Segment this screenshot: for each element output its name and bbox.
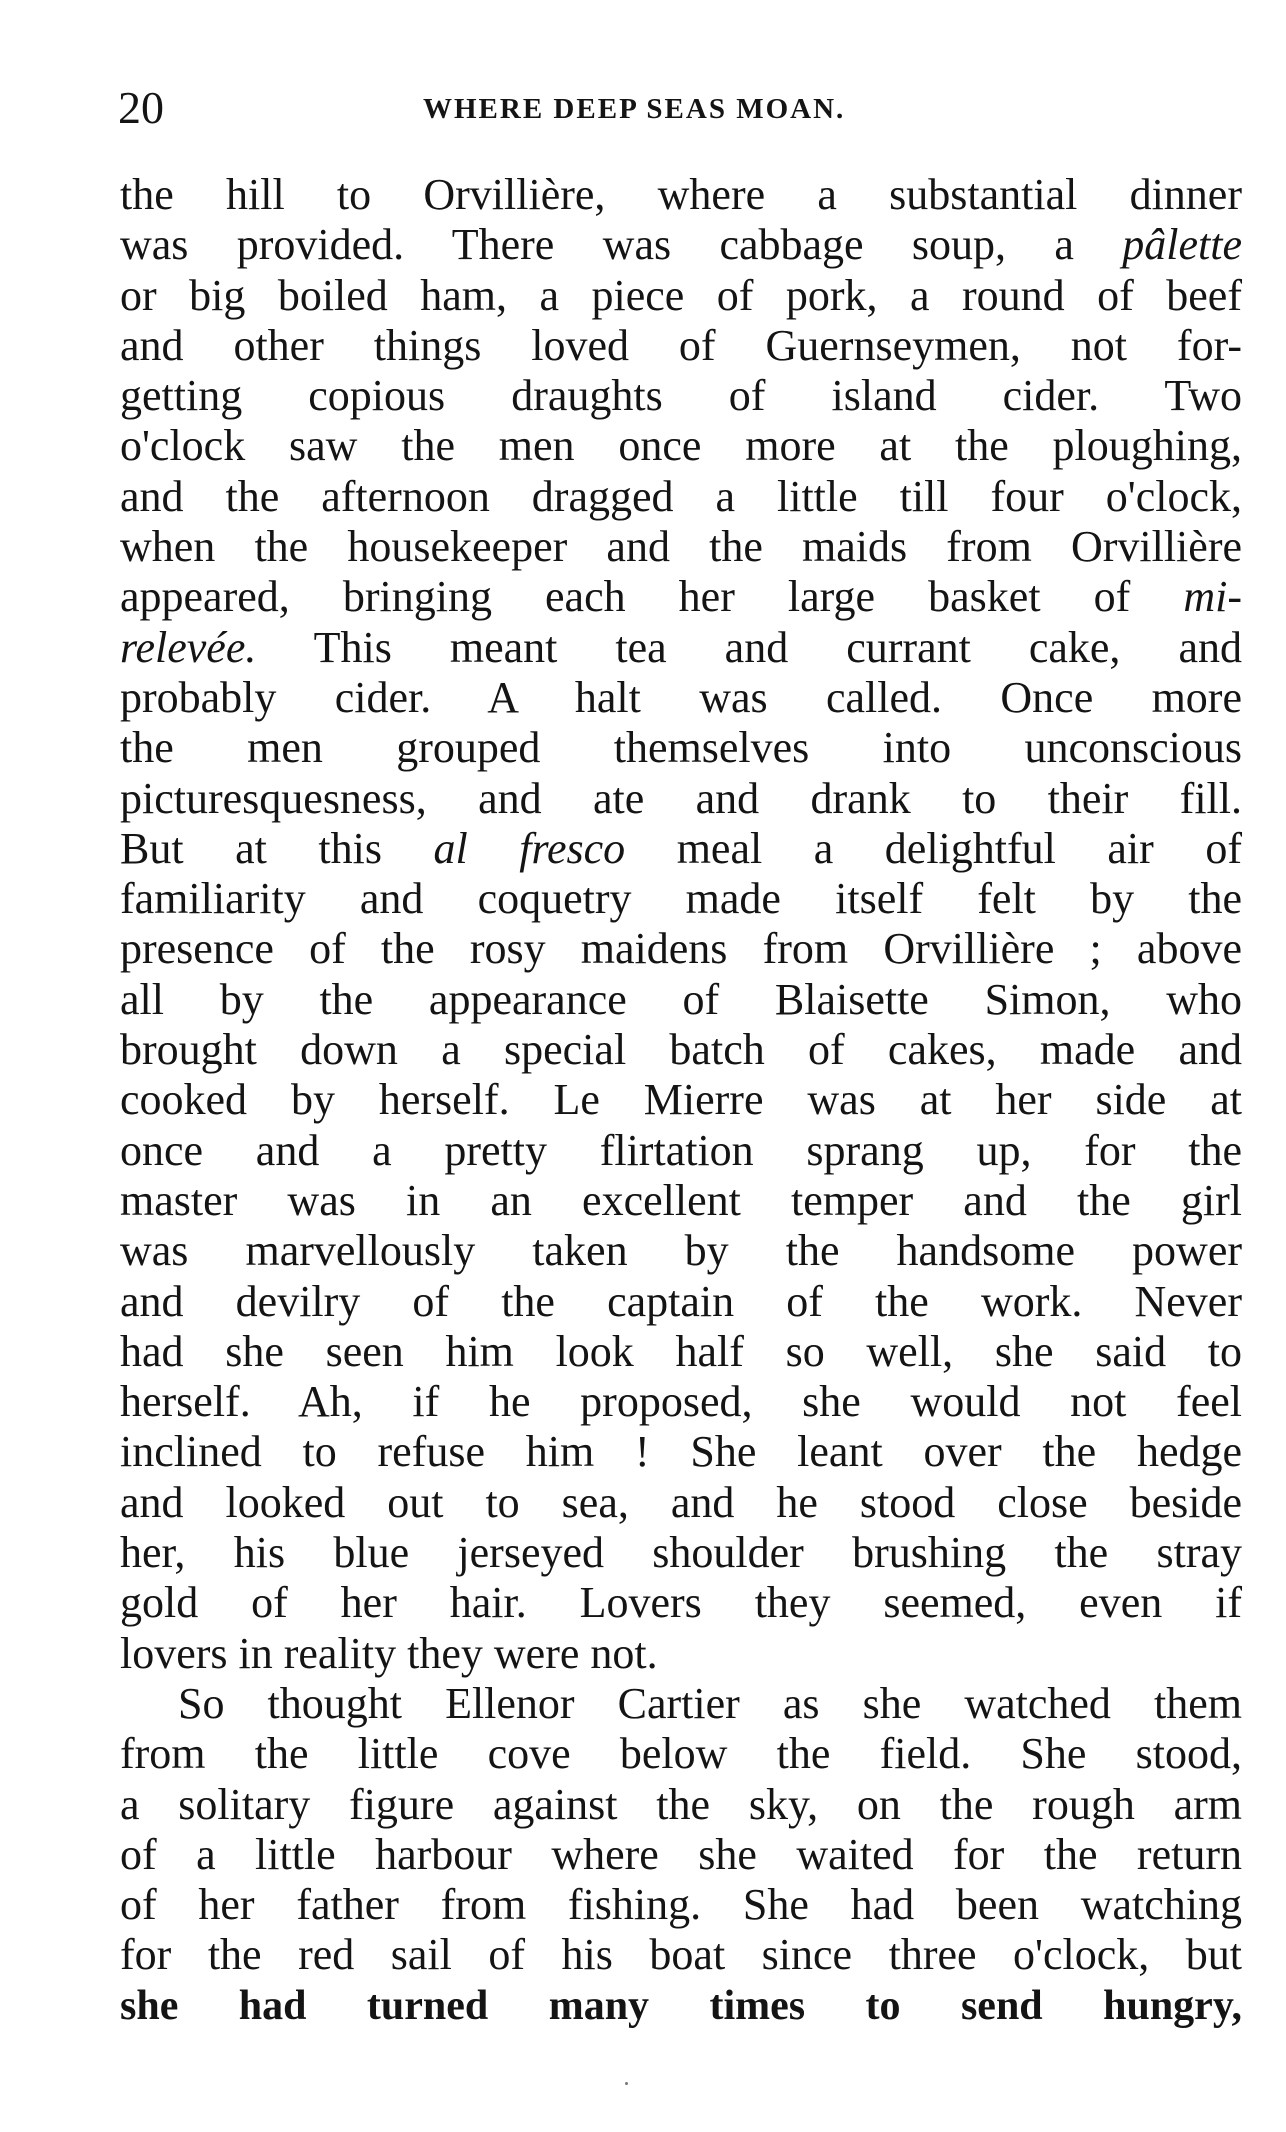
text-line <box>120 623 1242 673</box>
italic-segment: mi- <box>1183 572 1242 622</box>
text-line: and looked out to sea, and he stood close beside <box>120 1477 1242 1527</box>
text-line: master was in an excellent temper and the girl <box>120 1175 1242 1225</box>
italic-segment: pâlette <box>1122 220 1242 270</box>
text-line: brought down a special batch of cakes, made and <box>120 1025 1242 1075</box>
text-line: the men grouped themselves into unconscious <box>120 723 1242 773</box>
text-line: a solitary figure against the sky, on the rough arm <box>120 1779 1242 1829</box>
text-line: of her father from fishing. She had been watching <box>120 1880 1242 1930</box>
text-line: and the afternoon dragged a little till four o'clock, <box>120 471 1242 521</box>
text-segment: This meant tea and currant cake, and <box>256 622 1242 672</box>
text-line: all by the appearance of Blaisette Simon, who <box>120 974 1242 1024</box>
text-line: picturesquesness, and ate and drank to their fill. <box>120 773 1242 823</box>
text-line: presence of the rosy maidens from Orvillière ; above <box>120 924 1242 974</box>
text-line: probably cider. A halt was called. Once more <box>120 672 1242 722</box>
text-line: lovers in reality they were not. <box>120 1628 658 1678</box>
page-number: 20 <box>118 82 164 133</box>
text-line: herself. Ah, if he proposed, she would not feel <box>120 1377 1242 1427</box>
text-line <box>120 572 1242 622</box>
text-line: was marvellously taken by the handsome power <box>120 1226 1242 1276</box>
italic-segment: al fresco <box>433 823 626 873</box>
text-line: when the housekeeper and the maids from Orvillière <box>120 522 1242 572</box>
text-line <box>120 824 1242 874</box>
text-segment: was provided. There was cabbage soup, a <box>120 220 1123 270</box>
page-header <box>118 78 1238 138</box>
body-text <box>120 170 1242 2031</box>
text-line: she had turned many times to send hungry, <box>120 1982 1242 2029</box>
text-line: once and a pretty flirtation sprang up, for the <box>120 1125 1242 1175</box>
text-line <box>120 220 1242 270</box>
text-line: had she seen him look half so well, she said to <box>120 1326 1242 1376</box>
ink-speck <box>625 2082 628 2085</box>
text-segment: But at this <box>120 823 434 873</box>
text-line: o'clock saw the men once more at the ploughing, <box>120 421 1242 471</box>
text-line: So thought Ellenor Cartier as she watched them <box>178 1678 1242 1728</box>
text-line: her, his blue jerseyed shoulder brushing the stray <box>120 1528 1242 1578</box>
text-line: cooked by herself. Le Mierre was at her side at <box>120 1075 1242 1125</box>
text-line: or big boiled ham, a piece of pork, a round of beef <box>120 270 1242 320</box>
text-line: the hill to Orvillière, where a substantial dinner <box>120 170 1242 219</box>
text-segment: appeared, bringing each her large basket of <box>120 572 1184 622</box>
text-line: and devilry of the captain of the work. Never <box>120 1276 1242 1326</box>
text-line: from the little cove below the field. She stood, <box>120 1729 1242 1779</box>
text-line: gold of her hair. Lovers they seemed, even if <box>120 1578 1242 1628</box>
running-title: WHERE DEEP SEAS MOAN. <box>423 93 846 125</box>
text-line: inclined to refuse him ! She leant over the hedge <box>120 1427 1242 1477</box>
text-segment: meal a delightful air of <box>625 823 1242 873</box>
text-line: and other things loved of Guernseymen, not for- <box>120 320 1242 370</box>
text-line: familiarity and coquetry made itself felt by the <box>120 874 1242 924</box>
text-line: getting copious draughts of island cider. Two <box>120 371 1242 421</box>
italic-segment: relevée. <box>120 622 257 672</box>
text-line: of a little harbour where she waited for the return <box>120 1829 1242 1879</box>
text-line: for the red sail of his boat since three o'clock, but <box>120 1930 1242 1980</box>
